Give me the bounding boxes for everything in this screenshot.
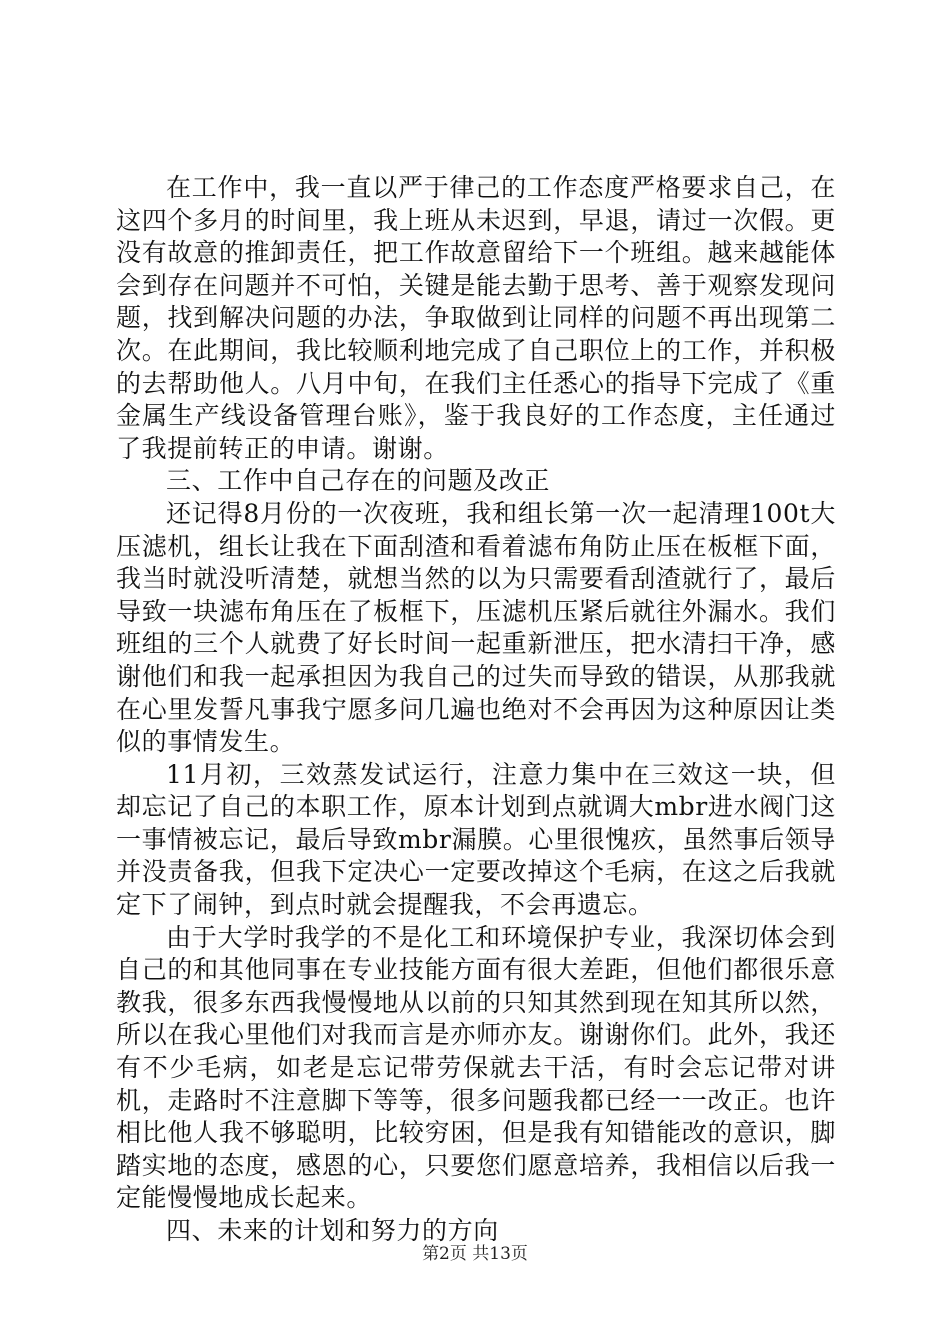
paragraph-night-shift: 还记得8月份的一次夜班，我和组长第一次一起清理100t大压滤机，组长让我在下面刮渣和看着滤布角防止压在板框下面，我当时就没听清楚，就想当然的以为只需要看刮渣就行了，最后导致一块滤布角压在了板框下，压滤机压紧后就往外漏水。我们班组的三个人就费了好长时间一起重新泄压，把水清扫干净，感谢他们和我一起承担因为我自己的过失而导致的错误，从那我就在心里发誓凡事我宁愿多问几遍也绝对不会再因为这种原因让类似的事情发生。 <box>116 498 836 757</box>
paragraph-november: 11月初，三效蒸发试运行，注意力集中在三效这一块，但却忘记了自己的本职工作，原本计划到点就调大mbr进水阀门这一事情被忘记，最后导致mbr漏膜。心里很愧疚，虽然事后领导并没责备我，但我下定决心一定要改掉这个毛病，在这之后我就定下了闹钟，到点时就会提醒我，不会再遗忘。 <box>116 759 836 920</box>
document-body <box>116 172 836 1248</box>
paragraph-work-attitude: 在工作中，我一直以严于律己的工作态度严格要求自己，在这四个多月的时间里，我上班从未迟到，早退，请过一次假。更没有故意的推卸责任，把工作故意留给下一个班组。越来越能体会到存在问题并不可怕，关键是能去勤于思考、善于观察发现问题，找到解决问题的办法，争取做到让同样的问题不再出现第二次。在此期间，我比较顺利地完成了自己职位上的工作，并积极的去帮助他人。八月中旬，在我们主任悉心的指导下完成了《重金属生产线设备管理台账》，鉴于我良好的工作态度，主任通过了我提前转正的申请。谢谢。 <box>116 173 836 463</box>
section-heading-future: 四、未来的计划和努力的方向 <box>166 1216 499 1245</box>
paragraph-learning: 由于大学时我学的不是化工和环境保护专业，我深切体会到自己的和其他同事在专业技能方面有很大差距，但他们都很乐意教我，很多东西我慢慢地从以前的只知其然到现在知其所以然，所以在我心里他们对我而言是亦师亦友。谢谢你们。此外，我还有不少毛病，如老是忘记带劳保就去干活，有时会忘记带对讲机，走路时不注意脚下等等，很多问题我都已经一一改正。也许相比他人我不够聪明，比较穷困，但是我有知错能改的意识，脚踏实地的态度，感恩的心，只要您们愿意培养，我相信以后我一定能慢慢地成长起来。 <box>116 922 836 1213</box>
page-number: 第2页 共13页 <box>422 1244 528 1264</box>
section-heading-problems: 三、工作中自己存在的问题及改正 <box>166 466 551 496</box>
